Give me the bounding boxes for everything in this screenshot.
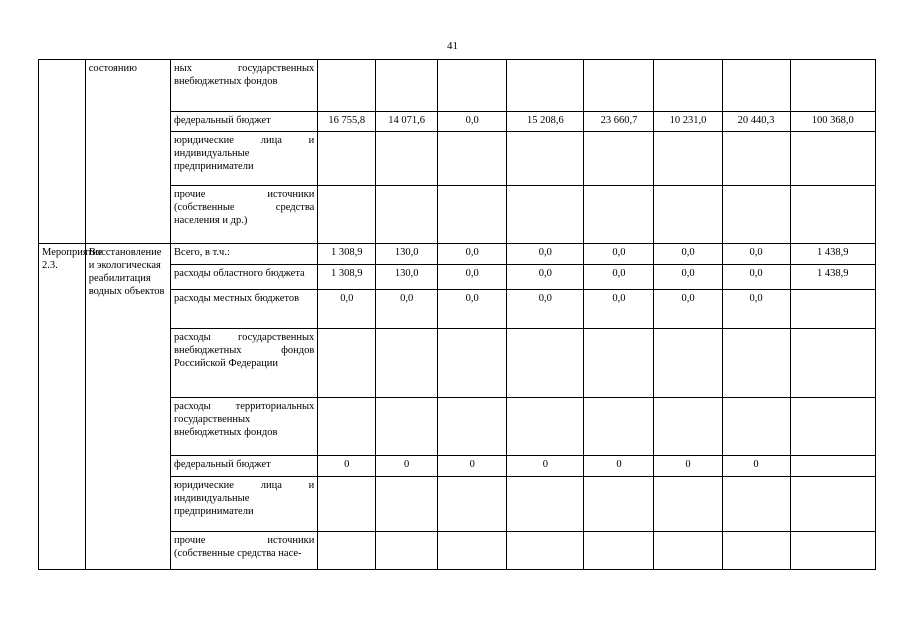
year-value-cell — [722, 398, 790, 456]
year-value-cell — [654, 132, 722, 186]
year-value-cell — [438, 532, 507, 570]
year-value-cell — [584, 477, 654, 532]
year-value-cell: 0,0 — [584, 244, 654, 265]
year-value-cell — [376, 329, 438, 398]
activity-name-cell: состоянию — [85, 60, 170, 244]
total-value-cell: 100 368,0 — [790, 112, 875, 132]
page-number: 41 — [447, 40, 458, 52]
funding-source-cell: прочие источники (собственные средства населения и др.) — [171, 186, 318, 244]
year-value-cell: 130,0 — [376, 244, 438, 265]
year-value-cell — [318, 532, 376, 570]
year-value-cell: 16 755,8 — [318, 112, 376, 132]
year-value-cell: 0,0 — [438, 244, 507, 265]
year-value-cell — [507, 186, 584, 244]
year-value-cell: 0,0 — [654, 290, 722, 329]
total-value-cell — [790, 290, 875, 329]
year-value-cell — [438, 398, 507, 456]
year-value-cell — [318, 477, 376, 532]
year-value-cell: 0 — [318, 456, 376, 477]
year-value-cell — [654, 60, 722, 112]
funding-source-cell: федеральный бюджет — [171, 112, 318, 132]
funding-source-cell: ных государственных внебюджетных фондов — [171, 60, 318, 112]
year-value-cell: 1 308,9 — [318, 265, 376, 290]
table-body — [39, 60, 876, 570]
year-value-cell — [722, 132, 790, 186]
year-value-cell — [584, 186, 654, 244]
year-value-cell — [722, 532, 790, 570]
year-value-cell: 0 — [584, 456, 654, 477]
year-value-cell: 0,0 — [438, 265, 507, 290]
year-value-cell — [318, 60, 376, 112]
funding-source-cell: расходы областного бюджета — [171, 265, 318, 290]
year-value-cell — [376, 60, 438, 112]
year-value-cell — [654, 398, 722, 456]
year-value-cell: 130,0 — [376, 265, 438, 290]
year-value-cell — [584, 398, 654, 456]
activity-name-cell: Восстановление и экологическая реабилитация водных объектов — [85, 244, 170, 570]
year-value-cell: 0,0 — [376, 290, 438, 329]
total-value-cell — [790, 477, 875, 532]
year-value-cell — [318, 329, 376, 398]
year-value-cell — [584, 132, 654, 186]
total-value-cell — [790, 532, 875, 570]
year-value-cell: 0,0 — [722, 290, 790, 329]
year-value-cell — [507, 398, 584, 456]
year-value-cell — [507, 60, 584, 112]
year-value-cell — [318, 132, 376, 186]
year-value-cell — [722, 477, 790, 532]
year-value-cell — [438, 132, 507, 186]
year-value-cell — [584, 329, 654, 398]
year-value-cell: 0,0 — [507, 265, 584, 290]
year-value-cell: 0 — [507, 456, 584, 477]
year-value-cell — [507, 532, 584, 570]
year-value-cell — [318, 186, 376, 244]
funding-source-cell: расходы территориальных государственных внебюджетных фондов — [171, 398, 318, 456]
year-value-cell: 0 — [722, 456, 790, 477]
year-value-cell: 0,0 — [318, 290, 376, 329]
total-value-cell — [790, 132, 875, 186]
year-value-cell — [654, 186, 722, 244]
activity-number-cell — [39, 60, 86, 244]
table-row — [39, 244, 876, 265]
year-value-cell: 0,0 — [654, 244, 722, 265]
total-value-cell — [790, 60, 875, 112]
funding-source-cell: юридические лица и индивидуальные предприниматели — [171, 477, 318, 532]
year-value-cell — [376, 186, 438, 244]
year-value-cell — [722, 186, 790, 244]
total-value-cell — [790, 186, 875, 244]
year-value-cell: 0,0 — [438, 112, 507, 132]
year-value-cell: 23 660,7 — [584, 112, 654, 132]
year-value-cell — [438, 60, 507, 112]
year-value-cell — [507, 477, 584, 532]
year-value-cell — [438, 477, 507, 532]
funding-table — [38, 59, 876, 570]
year-value-cell — [507, 329, 584, 398]
total-value-cell — [790, 456, 875, 477]
year-value-cell — [438, 329, 507, 398]
year-value-cell — [376, 532, 438, 570]
funding-source-cell: федеральный бюджет — [171, 456, 318, 477]
year-value-cell: 0,0 — [507, 244, 584, 265]
year-value-cell — [376, 477, 438, 532]
year-value-cell — [722, 60, 790, 112]
activity-number-cell: Мероприятие 2.3. — [39, 244, 86, 570]
funding-source-cell: прочие источники (собственные средства насе- — [171, 532, 318, 570]
year-value-cell: 0,0 — [507, 290, 584, 329]
funding-source-cell: расходы местных бюджетов — [171, 290, 318, 329]
total-value-cell — [790, 398, 875, 456]
year-value-cell — [507, 132, 584, 186]
total-value-cell: 1 438,9 — [790, 244, 875, 265]
total-value-cell — [790, 329, 875, 398]
year-value-cell: 0 — [376, 456, 438, 477]
year-value-cell — [318, 398, 376, 456]
funding-source-cell: юридические лица и индивидуальные предприниматели — [171, 132, 318, 186]
year-value-cell: 0,0 — [584, 265, 654, 290]
year-value-cell — [584, 60, 654, 112]
year-value-cell: 15 208,6 — [507, 112, 584, 132]
year-value-cell: 0,0 — [722, 265, 790, 290]
year-value-cell — [438, 186, 507, 244]
year-value-cell: 14 071,6 — [376, 112, 438, 132]
year-value-cell: 0,0 — [438, 290, 507, 329]
year-value-cell: 0 — [654, 456, 722, 477]
year-value-cell: 20 440,3 — [722, 112, 790, 132]
year-value-cell: 10 231,0 — [654, 112, 722, 132]
year-value-cell: 0,0 — [584, 290, 654, 329]
total-value-cell: 1 438,9 — [790, 265, 875, 290]
year-value-cell: 0,0 — [654, 265, 722, 290]
funding-source-cell: Всего, в т.ч.: — [171, 244, 318, 265]
year-value-cell — [654, 532, 722, 570]
year-value-cell — [376, 132, 438, 186]
year-value-cell — [584, 532, 654, 570]
year-value-cell — [376, 398, 438, 456]
table-row — [39, 60, 876, 112]
year-value-cell — [654, 329, 722, 398]
year-value-cell: 0 — [438, 456, 507, 477]
funding-source-cell: расходы государственных внебюджетных фондов Российской Федерации — [171, 329, 318, 398]
year-value-cell — [654, 477, 722, 532]
year-value-cell: 0,0 — [722, 244, 790, 265]
year-value-cell: 1 308,9 — [318, 244, 376, 265]
year-value-cell — [722, 329, 790, 398]
